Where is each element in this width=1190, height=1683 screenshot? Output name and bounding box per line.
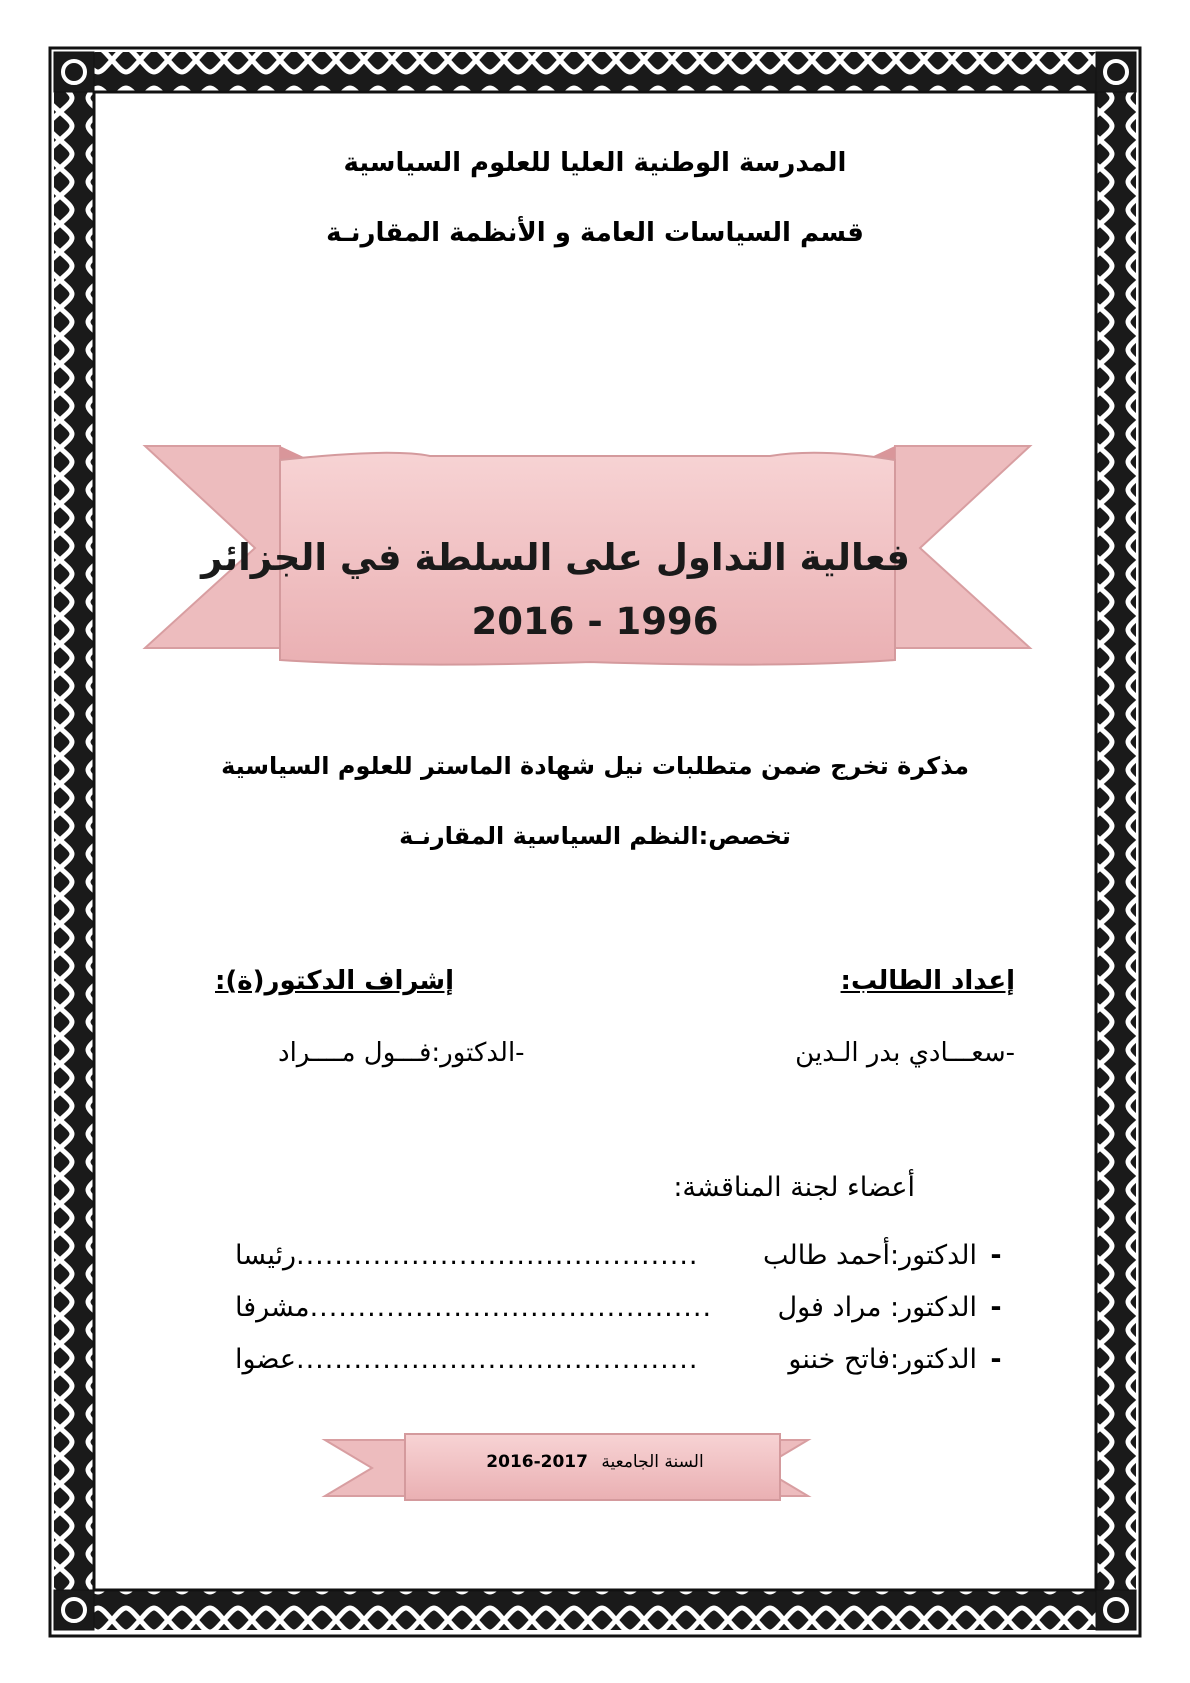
committee-member xyxy=(235,1344,1015,1384)
student-name: -سعـــادي بدر الـدين xyxy=(795,1038,1015,1068)
academic-year-label: السنة الجامعية xyxy=(601,1452,704,1472)
academic-year xyxy=(400,1452,790,1472)
committee-title: أعضاء لجنة المناقشة: xyxy=(673,1172,915,1203)
supervised-by-label: إشراف الدكتور(ة): xyxy=(215,966,455,996)
member-role: مشرفا xyxy=(235,1292,310,1323)
member-name: الدكتور: مراد فول xyxy=(777,1292,977,1323)
memo-description: مذكرة تخرج ضمن متطلبات نيل شهادة الماستر للعلوم السياسية xyxy=(221,752,969,780)
thesis-period: 2016 - 1996 xyxy=(471,600,719,643)
leader-dots: .......................................... xyxy=(295,1344,699,1375)
member-role: رئيسا xyxy=(235,1240,297,1271)
bullet: - xyxy=(990,1292,1002,1323)
school-name: المدرسة الوطنية العليا للعلوم السياسية xyxy=(343,148,847,178)
thesis-title: فعالية التداول على السلطة في الجزائر xyxy=(201,536,910,579)
committee-member xyxy=(235,1240,1015,1280)
department-name: قسم السياسات العامة و الأنظمة المقارنـة xyxy=(326,218,864,248)
supervisor-name: -الدكتور:فـــول مــــراد xyxy=(278,1038,525,1068)
bullet: - xyxy=(990,1344,1002,1375)
specialty: تخصص:النظم السياسية المقارنـة xyxy=(399,822,791,850)
committee-member xyxy=(235,1292,1015,1332)
leader-dots: .......................................... xyxy=(309,1292,713,1323)
member-role: عضوا xyxy=(235,1344,296,1375)
bullet: - xyxy=(990,1240,1002,1271)
leader-dots: .......................................... xyxy=(296,1240,699,1271)
member-name: الدكتور:أحمد طالب xyxy=(763,1240,977,1271)
academic-year-value: 2016-2017 xyxy=(486,1452,588,1472)
prepared-by-label: إعداد الطالب: xyxy=(840,966,1015,996)
member-name: الدكتور:فاتح خننو xyxy=(788,1344,977,1375)
